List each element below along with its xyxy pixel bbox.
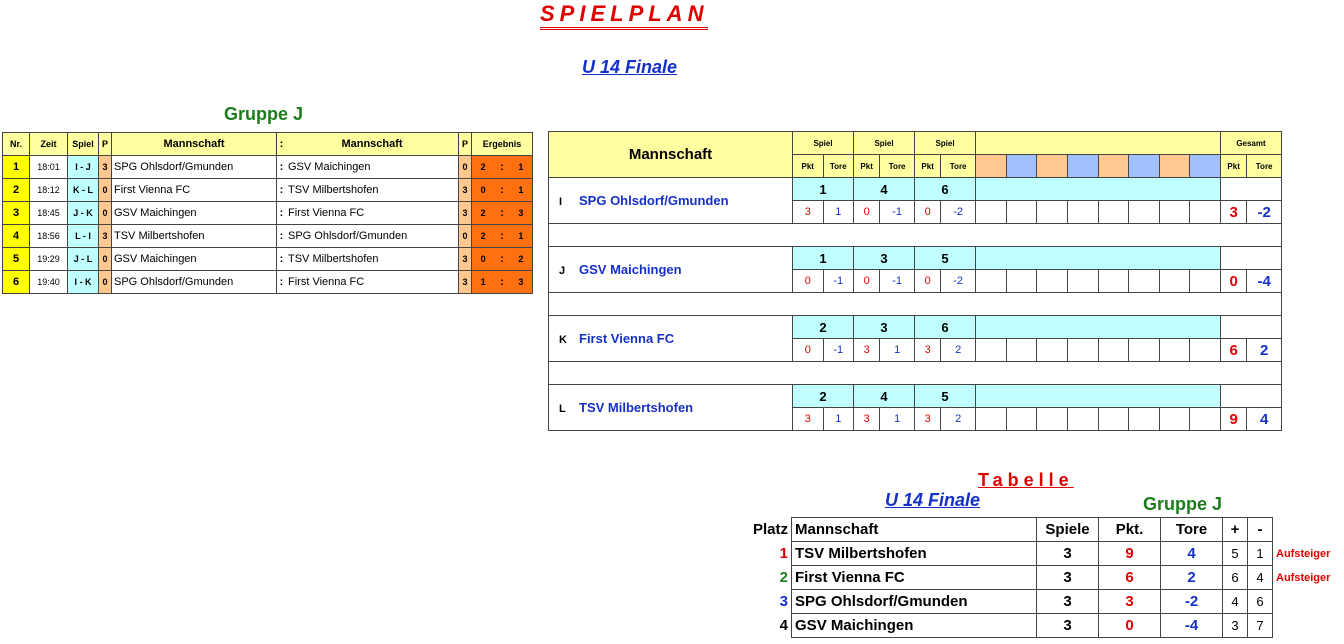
goals-for: 3 [1223, 614, 1248, 638]
game-number: 5 [915, 385, 976, 408]
team-name: TSV Milbertshofen [579, 400, 694, 415]
team-name: First Vienna FC [792, 566, 1037, 590]
goals-against: 1 [1248, 542, 1273, 566]
goals-away: 3 [510, 202, 533, 225]
points: 3 [1099, 590, 1161, 614]
game-number: 2 [793, 385, 854, 408]
tabelle-subtitle: U 14 Finale [885, 490, 981, 510]
spacer-cell [549, 293, 1282, 316]
team-cell [549, 316, 793, 362]
game-points: 0 [854, 201, 880, 224]
team-home: SPG Ohlsdorf/Gmunden [112, 271, 277, 294]
team-games-row [549, 316, 1282, 339]
team-separator: : [277, 271, 287, 294]
empty-cell [1006, 339, 1037, 362]
team-separator: : [277, 156, 287, 179]
empty-cell [976, 408, 1007, 431]
empty-cell [976, 339, 1007, 362]
hd-tore-3: Tore [941, 155, 976, 178]
empty-cell [1037, 270, 1068, 293]
team-home: First Vienna FC [112, 179, 277, 202]
match-number: 2 [3, 179, 30, 202]
goals-away: 1 [510, 225, 533, 248]
table-row [3, 156, 533, 179]
empty-cell [976, 316, 1221, 339]
team-away: GSV Maichingen [286, 156, 459, 179]
game-points: 0 [915, 201, 941, 224]
cross-table [548, 131, 1282, 431]
st-col-spiele: Spiele [1037, 518, 1099, 542]
table-row [3, 225, 533, 248]
team-cell [549, 385, 793, 431]
score-separator: : [494, 248, 510, 271]
st-col-tore: Tore [1161, 518, 1223, 542]
match-pairing: I - K [68, 271, 99, 294]
game-goals: -2 [941, 270, 976, 293]
team-letter: L [559, 403, 566, 415]
goals-home: 2 [472, 225, 495, 248]
game-goals: -1 [880, 201, 915, 224]
hd-pkt-total: Pkt [1221, 155, 1247, 178]
goals-home: 2 [472, 156, 495, 179]
goals-for: 5 [1223, 542, 1248, 566]
empty-cell [1067, 408, 1098, 431]
game-points: 3 [793, 201, 824, 224]
score-separator: : [494, 156, 510, 179]
games-played: 3 [1037, 566, 1099, 590]
hd-tore-total: Tore [1247, 155, 1282, 178]
total-goals: 4 [1247, 408, 1282, 431]
team-away: SPG Ohlsdorf/Gmunden [286, 225, 459, 248]
schedule-header [3, 133, 533, 156]
cross-header-1 [549, 132, 1282, 155]
points-away: 3 [459, 271, 472, 294]
game-goals: -1 [823, 339, 854, 362]
cross-col-empty [976, 132, 1221, 155]
empty-cell [1067, 270, 1098, 293]
match-time: 18:56 [30, 225, 68, 248]
group-title: Gruppe J [224, 104, 304, 124]
empty-cell [1159, 270, 1190, 293]
games-played: 3 [1037, 614, 1099, 638]
empty-cell [1190, 270, 1221, 293]
empty-cell [1159, 408, 1190, 431]
goals-away: 1 [510, 179, 533, 202]
promotion-note [1273, 614, 1335, 638]
standings-row [750, 590, 1334, 614]
hd-blank [1098, 155, 1129, 178]
empty-cell [1006, 408, 1037, 431]
game-points: 3 [793, 408, 824, 431]
standings-row [750, 566, 1334, 590]
team-home: SPG Ohlsdorf/Gmunden [112, 156, 277, 179]
team-cell [549, 178, 793, 224]
total-points: 3 [1221, 201, 1247, 224]
game-points: 3 [854, 408, 880, 431]
page-subtitle: U 14 Finale [582, 57, 678, 77]
match-number: 5 [3, 248, 30, 271]
match-number: 4 [3, 225, 30, 248]
game-number: 3 [854, 247, 915, 270]
game-number: 2 [793, 316, 854, 339]
col-sep: : [277, 133, 287, 156]
empty-cell [1098, 270, 1129, 293]
empty-cell [1221, 178, 1282, 201]
game-number: 1 [793, 178, 854, 201]
hd-pkt-3: Pkt [915, 155, 941, 178]
team-away: First Vienna FC [286, 271, 459, 294]
table-row [3, 179, 533, 202]
standings-header [750, 518, 1334, 542]
st-col-note [1273, 518, 1335, 542]
game-points: 0 [915, 270, 941, 293]
col-spiel: Spiel [68, 133, 99, 156]
hd-blank [1067, 155, 1098, 178]
empty-cell [976, 247, 1221, 270]
hd-blank [1037, 155, 1068, 178]
hd-blank [1129, 155, 1160, 178]
goals-away: 1 [510, 156, 533, 179]
game-points: 3 [915, 339, 941, 362]
goals-home: 1 [472, 271, 495, 294]
promotion-note: Aufsteiger [1276, 547, 1331, 560]
score-separator: : [494, 271, 510, 294]
team-name: SPG Ohlsdorf/Gmunden [792, 590, 1037, 614]
goals-away: 2 [510, 248, 533, 271]
games-played: 3 [1037, 542, 1099, 566]
empty-cell [1067, 339, 1098, 362]
goals-away: 3 [510, 271, 533, 294]
points-home: 0 [99, 179, 112, 202]
points-away: 3 [459, 179, 472, 202]
empty-cell [1037, 201, 1068, 224]
hd-blank [976, 155, 1007, 178]
empty-cell [1159, 339, 1190, 362]
empty-cell [1098, 201, 1129, 224]
empty-cell [1221, 316, 1282, 339]
empty-cell [1006, 270, 1037, 293]
team-separator: : [277, 179, 287, 202]
empty-cell [976, 178, 1221, 201]
standings-table [750, 517, 1334, 638]
cross-col-spiel-1: Spiel [793, 132, 854, 155]
st-col-plus: + [1223, 518, 1248, 542]
game-number: 4 [854, 385, 915, 408]
empty-cell [1129, 201, 1160, 224]
goals-against: 6 [1248, 590, 1273, 614]
score-separator: : [494, 202, 510, 225]
st-col-platz: Platz [753, 521, 789, 538]
cross-col-mannschaft: Mannschaft [549, 132, 793, 178]
match-pairing: J - K [68, 202, 99, 225]
games-played: 3 [1037, 590, 1099, 614]
team-separator: : [277, 202, 287, 225]
empty-cell [1190, 201, 1221, 224]
empty-cell [1037, 408, 1068, 431]
match-pairing: K - L [68, 179, 99, 202]
game-number: 6 [915, 178, 976, 201]
empty-cell [1190, 408, 1221, 431]
points-away: 0 [459, 156, 472, 179]
goals-home: 0 [472, 179, 495, 202]
hd-tore-1: Tore [823, 155, 854, 178]
tabelle-title: Tabelle [978, 470, 1074, 490]
team-games-row [549, 247, 1282, 270]
team-home: GSV Maichingen [112, 202, 277, 225]
points-home: 3 [99, 225, 112, 248]
place: 3 [779, 593, 789, 610]
table-row [3, 202, 533, 225]
goals-against: 7 [1248, 614, 1273, 638]
total-goals: -2 [1247, 201, 1282, 224]
game-goals: -1 [880, 270, 915, 293]
table-row [3, 248, 533, 271]
match-time: 19:40 [30, 271, 68, 294]
game-goals: 1 [823, 408, 854, 431]
hd-blank [1159, 155, 1190, 178]
total-points: 6 [1221, 339, 1247, 362]
tabelle-group: Gruppe J [1143, 494, 1223, 514]
empty-cell [1129, 339, 1160, 362]
team-away: First Vienna FC [286, 202, 459, 225]
team-games-row [549, 178, 1282, 201]
points: 6 [1099, 566, 1161, 590]
col-zeit: Zeit [30, 133, 68, 156]
team-letter: J [559, 265, 566, 277]
empty-cell [1129, 408, 1160, 431]
total-goals: 2 [1247, 339, 1282, 362]
team-name: SPG Ohlsdorf/Gmunden [579, 193, 729, 208]
col-team2: Mannschaft [286, 133, 459, 156]
promotion-note: Aufsteiger [1276, 571, 1331, 584]
empty-cell [1037, 339, 1068, 362]
points-home: 0 [99, 271, 112, 294]
st-col-minus: - [1248, 518, 1273, 542]
match-number: 3 [3, 202, 30, 225]
spacer-row [549, 362, 1282, 385]
hd-pkt-2: Pkt [854, 155, 880, 178]
hd-tore-2: Tore [880, 155, 915, 178]
team-letter: I [559, 196, 563, 208]
goals-for: 4 [1223, 590, 1248, 614]
st-col-mannschaft: Mannschaft [792, 518, 1037, 542]
spacer-cell [549, 362, 1282, 385]
game-points: 3 [915, 408, 941, 431]
empty-cell [1190, 339, 1221, 362]
team-name: TSV Milbertshofen [792, 542, 1037, 566]
points-away: 0 [459, 225, 472, 248]
points-home: 0 [99, 202, 112, 225]
game-points: 0 [854, 270, 880, 293]
empty-cell [976, 201, 1007, 224]
empty-cell [1221, 247, 1282, 270]
game-points: 3 [854, 339, 880, 362]
score-separator: : [494, 225, 510, 248]
game-goals: 1 [880, 408, 915, 431]
team-away: TSV Milbertshofen [286, 248, 459, 271]
standings-row [750, 614, 1334, 638]
spacer-row [549, 293, 1282, 316]
promotion-note [1273, 590, 1335, 614]
col-p2: P [459, 133, 472, 156]
game-goals: 1 [880, 339, 915, 362]
goal-diff: 2 [1161, 566, 1223, 590]
team-home: TSV Milbertshofen [112, 225, 277, 248]
empty-cell [1129, 270, 1160, 293]
total-goals: -4 [1247, 270, 1282, 293]
points: 0 [1099, 614, 1161, 638]
col-team1: Mannschaft [112, 133, 277, 156]
match-number: 6 [3, 271, 30, 294]
match-time: 18:01 [30, 156, 68, 179]
score-separator: : [494, 179, 510, 202]
team-separator: : [277, 248, 287, 271]
place: 4 [779, 617, 789, 634]
game-number: 5 [915, 247, 976, 270]
goal-diff: -4 [1161, 614, 1223, 638]
match-time: 18:45 [30, 202, 68, 225]
empty-cell [1098, 339, 1129, 362]
col-p1: P [99, 133, 112, 156]
match-pairing: L - I [68, 225, 99, 248]
hd-pkt-1: Pkt [793, 155, 824, 178]
empty-cell [1159, 201, 1190, 224]
team-name: GSV Maichingen [579, 262, 682, 277]
empty-cell [1098, 408, 1129, 431]
spacer-row [549, 224, 1282, 247]
game-number: 1 [793, 247, 854, 270]
page-title: SPIELPLAN [540, 2, 708, 30]
empty-cell [1006, 201, 1037, 224]
goals-home: 2 [472, 202, 495, 225]
place: 1 [779, 545, 789, 562]
match-pairing: I - J [68, 156, 99, 179]
cross-col-gesamt: Gesamt [1221, 132, 1282, 155]
cross-col-spiel-3: Spiel [915, 132, 976, 155]
team-cell [549, 247, 793, 293]
table-row [3, 271, 533, 294]
team-home: GSV Maichingen [112, 248, 277, 271]
empty-cell [1067, 201, 1098, 224]
game-number: 4 [854, 178, 915, 201]
game-goals: 2 [941, 339, 976, 362]
game-points: 0 [793, 339, 824, 362]
hd-blank [1190, 155, 1221, 178]
team-away: TSV Milbertshofen [286, 179, 459, 202]
game-goals: 1 [823, 201, 854, 224]
points-home: 0 [99, 248, 112, 271]
spacer-cell [549, 224, 1282, 247]
cross-col-spiel-2: Spiel [854, 132, 915, 155]
empty-cell [976, 385, 1221, 408]
match-time: 19:29 [30, 248, 68, 271]
team-games-row [549, 385, 1282, 408]
game-number: 3 [854, 316, 915, 339]
game-goals: -2 [941, 201, 976, 224]
team-letter: K [559, 334, 567, 346]
game-points: 0 [793, 270, 824, 293]
st-col-pkt: Pkt. [1099, 518, 1161, 542]
standings-row [750, 542, 1334, 566]
team-name: GSV Maichingen [792, 614, 1037, 638]
col-ergebnis: Ergebnis [472, 133, 533, 156]
goals-home: 0 [472, 248, 495, 271]
empty-cell [1221, 385, 1282, 408]
match-pairing: J - L [68, 248, 99, 271]
place: 2 [779, 569, 789, 586]
schedule-table [2, 132, 533, 294]
game-number: 6 [915, 316, 976, 339]
team-name: First Vienna FC [579, 331, 675, 346]
goals-for: 6 [1223, 566, 1248, 590]
total-points: 0 [1221, 270, 1247, 293]
goals-against: 4 [1248, 566, 1273, 590]
game-goals: 2 [941, 408, 976, 431]
points: 9 [1099, 542, 1161, 566]
hd-blank [1006, 155, 1037, 178]
game-goals: -1 [823, 270, 854, 293]
total-points: 9 [1221, 408, 1247, 431]
points-away: 3 [459, 202, 472, 225]
empty-cell [976, 270, 1007, 293]
team-separator: : [277, 225, 287, 248]
points-home: 3 [99, 156, 112, 179]
goal-diff: 4 [1161, 542, 1223, 566]
col-nr: Nr. [3, 133, 30, 156]
match-number: 1 [3, 156, 30, 179]
goal-diff: -2 [1161, 590, 1223, 614]
match-time: 18:12 [30, 179, 68, 202]
points-away: 3 [459, 248, 472, 271]
